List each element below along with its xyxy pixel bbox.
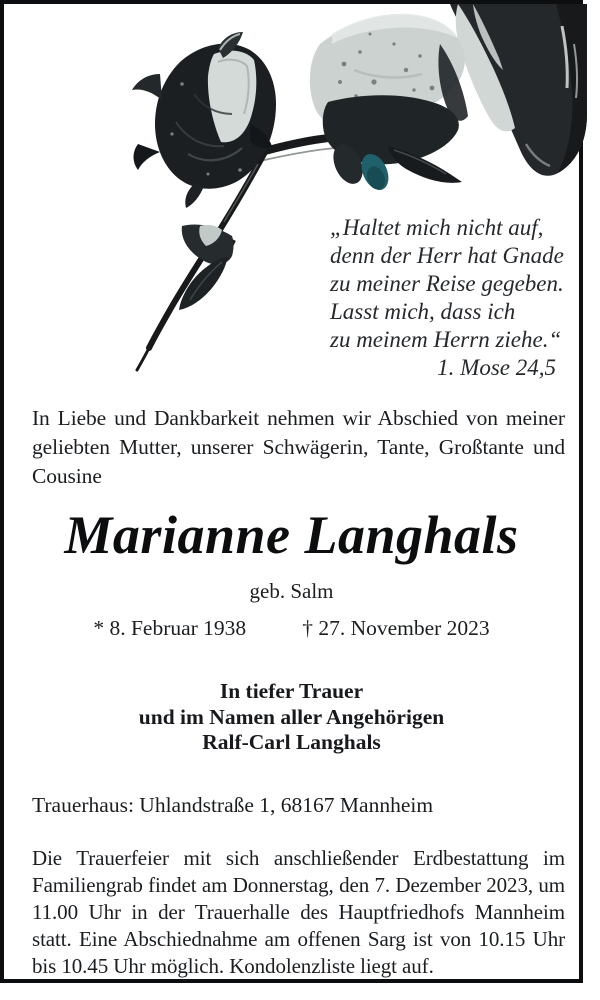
life-dates [4,615,579,641]
statue-fingers [323,95,462,194]
quote-line: Lasst mich, dass ich [330,299,516,324]
death-date: † 27. November 2023 [302,616,490,640]
quote-line: zu meiner Reise gegeben. [330,271,564,296]
deceased-name: Marianne Langhals [64,505,519,565]
statue-wrist [450,4,587,176]
quote-line: „Haltet mich nicht auf, [330,215,544,240]
quote-line: denn der Herr hat Gnade [330,243,564,268]
mourning-line: In tiefer Trauer [219,679,364,703]
funeral-home-line: Trauerhaus: Uhlandstraße 1, 68167 Mannheim [32,792,434,817]
maiden-name: geb. Salm [249,579,334,603]
mourning-block [4,679,579,756]
mourning-line: und im Namen aller Angehörigen [138,704,445,729]
quote-line: zu meinem Herrn ziehe.“ [330,327,562,352]
rose-bloom [132,32,276,208]
funeral-details-paragraph: Die Trauerfeier mit sich anschließender Erdbestattung im Familiengrab findet am Donnerstag, den 7. Dezember 2023, um 11.00 Uhr in der Trauerhalle des Hauptfriedhofs Mannheim statt. Eine Abschiednahme am offenen Sarg ist von 10.15 Uhr bis 10.45 Uhr möglich. Kondolenzliste liegt auf. [32,845,565,978]
rose-leaves [179,224,234,310]
mourning-line: Ralf-Carl Langhals [202,730,381,754]
quote-source: 1. Mose 24,5 [437,355,556,380]
intro-paragraph: In Liebe und Dankbarkeit nehmen wir Abschied von meiner geliebten Mutter, unserer Schwägerin, Tante, Großtante und Cousine [32,406,565,488]
bible-quote [330,214,582,382]
artwork-area [4,4,587,378]
birth-date: * 8. Februar 1938 [93,616,247,640]
